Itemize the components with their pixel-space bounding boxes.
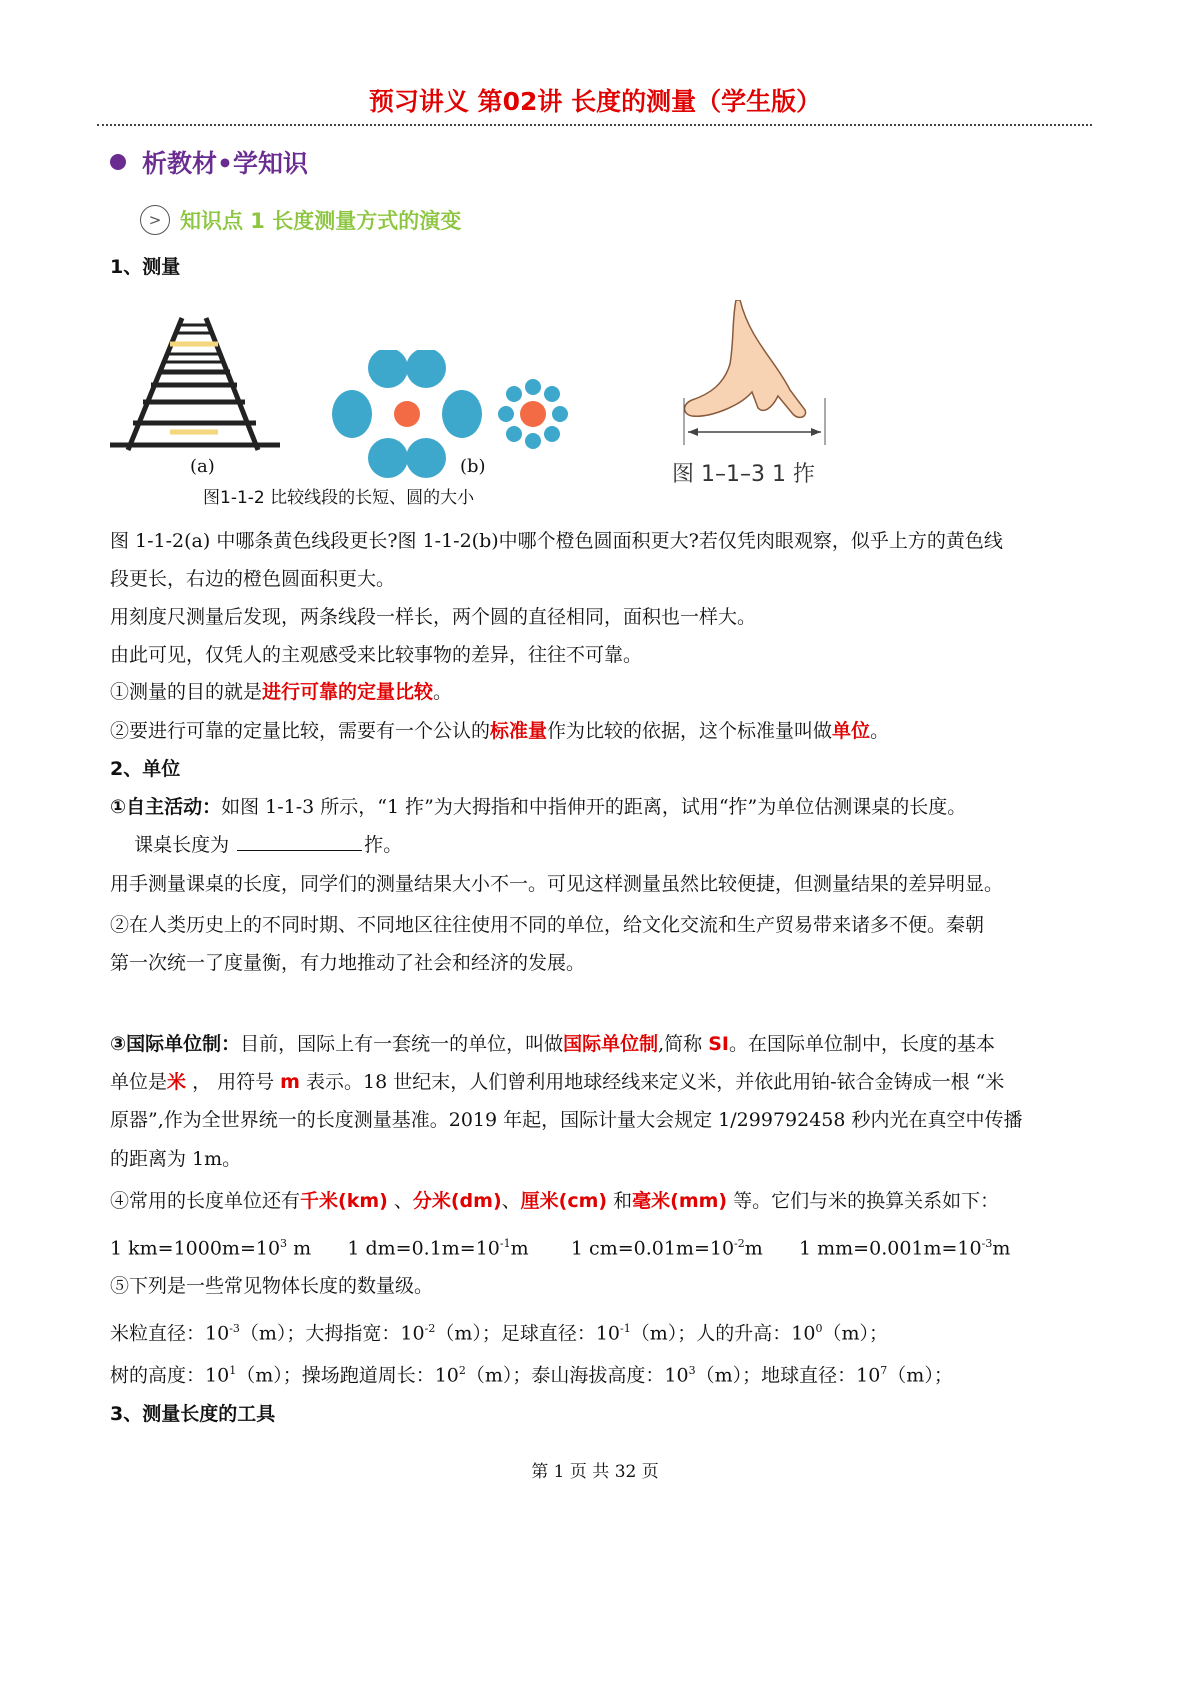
highlighted-term: 毫米(mm) bbox=[632, 1190, 728, 1212]
figure-caption-1-1-2: 图1-1-2 比较线段的长短、圆的大小 bbox=[203, 488, 475, 508]
text-line bbox=[110, 871, 1003, 897]
exponent: -3 bbox=[981, 1237, 993, 1250]
text-segment: （m）；大拇指宽：10 bbox=[239, 1322, 425, 1345]
figure-caption-1-1-3: 图 1–1–3 1 拃 bbox=[672, 462, 815, 487]
text-segment: 原器”,作为全世界统一的长度测量基准。2019 年起，国际计量大会规定 1/299792458 秒内光在真空中传播 bbox=[110, 1109, 1023, 1131]
exponent: 3 bbox=[688, 1364, 696, 1377]
text-segment: 用刻度尺测量后发现，两条线段一样长，两个圆的直径相同，面积也一样大。 bbox=[110, 606, 757, 628]
text-line bbox=[110, 1316, 888, 1346]
text-segment: m 1 dm=0.1m=10 bbox=[287, 1237, 500, 1260]
text-segment: （m）； bbox=[822, 1322, 888, 1345]
page-footer: 第 1 页 共 32 页 bbox=[531, 1462, 659, 1482]
exponent: 0 bbox=[815, 1322, 823, 1335]
text-segment: （m）；足球直径：10 bbox=[435, 1322, 621, 1345]
answer-blank bbox=[237, 832, 362, 851]
text-line bbox=[110, 950, 585, 976]
figure-b-label: (b) bbox=[460, 456, 486, 477]
bold-label: ①自主活动： bbox=[110, 796, 222, 818]
text-line bbox=[110, 1273, 433, 1299]
highlighted-term: m bbox=[280, 1071, 300, 1093]
exponent: -1 bbox=[499, 1237, 511, 1250]
bullet-icon bbox=[110, 154, 126, 170]
text-segment: （m）；泰山海拔高度：10 bbox=[465, 1364, 689, 1387]
highlighted-term: 厘米(cm) bbox=[520, 1190, 608, 1212]
text-line bbox=[110, 254, 180, 280]
text-segment: 。 bbox=[870, 720, 890, 742]
text-segment: 作为比较的依据，这个标准量叫做 bbox=[547, 720, 833, 742]
bold-label: 3、测量长度的工具 bbox=[110, 1403, 276, 1425]
text-segment: 段更长，右边的橙色圆面积更大。 bbox=[110, 568, 396, 590]
bold-label: 1、测量 bbox=[110, 256, 181, 278]
text-segment: m 1 cm=0.01m=10 bbox=[510, 1237, 735, 1260]
text-line bbox=[110, 912, 984, 938]
text-segment: m bbox=[992, 1237, 1011, 1260]
text-segment: ⑤下列是一些常见物体长度的数量级。 bbox=[110, 1275, 434, 1297]
highlighted-term: 千米(km) bbox=[300, 1190, 388, 1212]
text-segment: 等。它们与米的换算关系如下： bbox=[727, 1190, 1000, 1212]
highlighted-term: 标准量 bbox=[490, 720, 548, 742]
text-line bbox=[110, 832, 402, 858]
text-segment: 。在国际单位制中，长度的基本 bbox=[728, 1033, 995, 1055]
text-segment: 拃。 bbox=[364, 834, 403, 856]
text-line bbox=[110, 1146, 241, 1172]
text-segment: 。 bbox=[433, 681, 453, 703]
arrow-circle-icon: > bbox=[140, 205, 170, 235]
text-segment: 用手测量课桌的长度，同学们的测量结果大小不一。可见这样测量虽然比较便捷，但测量结果的差异明显。 bbox=[110, 873, 1004, 895]
text-line bbox=[110, 1358, 953, 1388]
bold-label: ③国际单位制： bbox=[110, 1033, 241, 1055]
text-segment: （m）； bbox=[887, 1364, 953, 1387]
text-line bbox=[110, 1031, 995, 1057]
highlighted-term: 进行可靠的定量比较 bbox=[262, 681, 434, 703]
text-line bbox=[110, 1401, 275, 1427]
section-heading bbox=[110, 144, 308, 180]
knowledge-point-title: 知识点 1 长度测量方式的演变 bbox=[180, 209, 462, 233]
text-segment: （m）；操场跑道周长：10 bbox=[236, 1364, 459, 1387]
text-line bbox=[110, 794, 966, 820]
knowledge-point-heading bbox=[140, 205, 461, 235]
circle-illusion-figure bbox=[320, 350, 580, 480]
title-divider bbox=[97, 124, 1092, 126]
text-segment: 目前，国际上有一套统一的单位，叫做 bbox=[240, 1033, 564, 1055]
exponent: -2 bbox=[424, 1322, 436, 1335]
text-line bbox=[110, 1069, 1004, 1095]
text-segment: 的距离为 1m。 bbox=[110, 1148, 242, 1170]
exponent: -2 bbox=[734, 1237, 745, 1250]
text-segment: 第一次统一了度量衡，有力地推动了社会和经济的发展。 bbox=[110, 952, 586, 974]
text-segment: 米粒直径：10 bbox=[110, 1322, 230, 1345]
exponent: 2 bbox=[458, 1364, 466, 1377]
highlighted-term: 国际单位制 bbox=[563, 1033, 659, 1055]
hand-span-figure bbox=[680, 300, 830, 450]
text-segment: ， 用符号 bbox=[186, 1071, 281, 1093]
highlighted-term: 米 bbox=[167, 1071, 187, 1093]
exponent: -3 bbox=[229, 1322, 240, 1335]
text-segment: 单位是 bbox=[110, 1071, 168, 1093]
exponent: 7 bbox=[880, 1364, 888, 1377]
text-line bbox=[110, 756, 180, 782]
text-line bbox=[110, 528, 1003, 554]
exponent: 1 bbox=[229, 1364, 237, 1377]
text-segment: 、 bbox=[387, 1190, 413, 1212]
highlighted-term: 单位 bbox=[832, 720, 871, 742]
text-line bbox=[110, 1107, 1023, 1133]
exponent: 3 bbox=[280, 1237, 288, 1250]
text-line bbox=[110, 604, 756, 630]
text-segment: 树的高度：10 bbox=[110, 1364, 230, 1387]
text-segment: ②在人类历史上的不同时期、不同地区往往使用不同的单位，给文化交流和生产贸易带来诸多不便。秦朝 bbox=[110, 914, 985, 936]
text-segment: ④常用的长度单位还有 bbox=[110, 1190, 301, 1212]
text-line bbox=[110, 1188, 999, 1214]
text-line bbox=[110, 566, 395, 592]
text-segment: 由此可见，仅凭人的主观感受来比较事物的差异，往往不可靠。 bbox=[110, 644, 643, 666]
text-segment: 表示。18 世纪末，人们曾利用地球经线来定义米，并依此用铂-铱合金铸成一根 “米 bbox=[299, 1071, 1005, 1093]
exponent: -1 bbox=[620, 1322, 631, 1335]
text-segment: m 1 mm=0.001m=10 bbox=[744, 1237, 982, 1260]
text-line bbox=[110, 642, 642, 668]
page-title: 预习讲义 第02讲 长度的测量（学生版） bbox=[368, 87, 822, 116]
bold-label: 2、单位 bbox=[110, 758, 181, 780]
text-segment: 课桌长度为 bbox=[110, 834, 236, 856]
highlighted-term: SI bbox=[708, 1033, 729, 1055]
text-segment: （m）；地球直径：10 bbox=[695, 1364, 881, 1387]
figure-a-label: (a) bbox=[190, 456, 215, 477]
text-line bbox=[110, 679, 452, 705]
text-segment: 图 1-1-2(a) 中哪条黄色线段更长?图 1-1-2(b)中哪个橙色圆面积更大?若仅凭肉眼观察，似乎上方的黄色线 bbox=[110, 530, 1003, 552]
text-line bbox=[110, 1231, 1010, 1261]
text-segment: 、 bbox=[501, 1190, 521, 1212]
text-segment: ,简称 bbox=[658, 1033, 709, 1055]
text-segment: ①测量的目的就是 bbox=[110, 681, 263, 703]
highlighted-term: 分米(dm) bbox=[412, 1190, 502, 1212]
railway-illusion-figure bbox=[108, 315, 288, 455]
text-segment: 和 bbox=[607, 1190, 633, 1212]
text-segment: 如图 1-1-3 所示，“1 拃”为大拇指和中指伸开的距离，试用“拃”为单位估测课桌的长度。 bbox=[221, 796, 967, 818]
text-segment: （m）；人的升高：10 bbox=[630, 1322, 816, 1345]
text-segment: 1 km=1000m=10 bbox=[110, 1237, 281, 1260]
text-line bbox=[110, 718, 889, 744]
text-segment: ②要进行可靠的定量比较，需要有一个公认的 bbox=[110, 720, 491, 742]
section-title: 析教材•学知识 bbox=[142, 149, 308, 178]
